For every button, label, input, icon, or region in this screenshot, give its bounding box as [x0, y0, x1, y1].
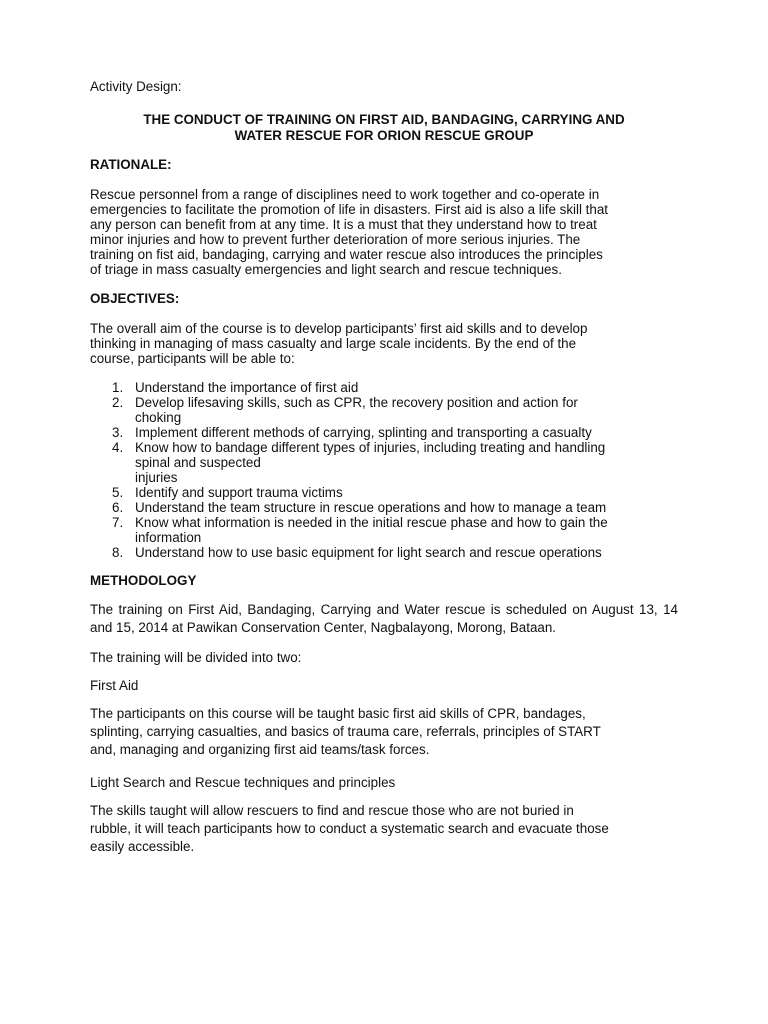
rationale-paragraph [90, 187, 678, 277]
text-line: rubble, it will teach participants how to conduct a systematic search and evacuate those [90, 821, 609, 836]
objective-number: 3. [112, 425, 124, 440]
text-line: emergencies to facilitate the promotion of life in disasters. First aid is also a life skill that [90, 202, 608, 217]
text-line: The participants on this course will be taught basic first aid skills of CPR, bandages, [90, 706, 586, 721]
objective-text-line: Know how to bandage different types of injuries, including treating and handling [135, 440, 606, 455]
objective-number: 4. [112, 440, 124, 455]
document-page [90, 79, 678, 856]
objectives-intro [90, 321, 678, 366]
text-line: and, managing and organizing first aid teams/task forces. [90, 742, 430, 757]
title-line: WATER RESCUE FOR ORION RESCUE GROUP [234, 128, 534, 143]
text-line: easily accessible. [90, 839, 195, 854]
rationale-heading: RATIONALE: [90, 157, 172, 172]
objective-number: 6. [112, 500, 124, 515]
text-line: training on fist aid, bandaging, carrying and water rescue also introduces the principles [90, 247, 603, 262]
objective-text-line: injuries [135, 470, 178, 485]
objective-text-line: Understand how to use basic equipment for light search and rescue operations [135, 545, 602, 560]
schedule-paragraph: The training on First Aid, Bandaging, Carrying and Water rescue is scheduled on August 13, 14 and 15, 2014 at Pawikan Conservation Center, Nagbalayong, Morong, Bataan. [90, 602, 678, 635]
text-line: splinting, carrying casualties, and basics of trauma care, referrals, principles of START [90, 724, 601, 739]
document-label: Activity Design: [90, 79, 182, 94]
objective-number: 2. [112, 395, 124, 410]
light-search-paragraph [90, 802, 678, 856]
first-aid-subtitle: First Aid [90, 678, 139, 693]
objective-text-line: Know what information is needed in the initial rescue phase and how to gain the [135, 515, 608, 530]
objective-text-line: information [135, 530, 202, 545]
objectives-heading: OBJECTIVES: [90, 291, 180, 306]
objective-item [90, 425, 678, 440]
objectives-list [90, 380, 678, 560]
objective-text-line: choking [135, 410, 182, 425]
objective-text-line: Understand the importance of first aid [135, 380, 359, 395]
text-line: thinking in managing of mass casualty and large scale incidents. By the end of the [90, 336, 577, 351]
text-line: The overall aim of the course is to develop participants’ first aid skills and to develop [90, 321, 588, 336]
objective-text-line: Identify and support trauma victims [135, 485, 343, 500]
first-aid-paragraph [90, 705, 678, 759]
text-line: Rescue personnel from a range of disciplines need to work together and co-operate in [90, 187, 600, 202]
title-line: THE CONDUCT OF TRAINING ON FIRST AID, BANDAGING, CARRYING AND [143, 112, 625, 127]
text-line: of triage in mass casualty emergencies and light search and rescue techniques. [90, 262, 562, 277]
objective-text-line: Develop lifesaving skills, such as CPR, the recovery position and action for [135, 395, 578, 410]
objective-number: 7. [112, 515, 124, 530]
objective-item [90, 545, 678, 560]
text-line: any person can benefit from at any time. It is a must that they understand how to treat [90, 217, 597, 232]
text-line: The skills taught will allow rescuers to find and rescue those who are not buried in [90, 803, 574, 818]
division-paragraph: The training will be divided into two: [90, 650, 302, 665]
text-line: minor injuries and how to prevent further deterioration of more serious injuries. The [90, 232, 581, 247]
methodology-heading: METHODOLOGY [90, 573, 197, 588]
objective-item [90, 515, 678, 545]
objective-item [90, 440, 678, 485]
light-search-subtitle: Light Search and Rescue techniques and principles [90, 775, 396, 790]
objective-item [90, 380, 678, 395]
objective-item [90, 485, 678, 500]
document-title [90, 112, 678, 144]
objective-number: 5. [112, 485, 124, 500]
objective-number: 1. [112, 380, 124, 395]
objective-text-line: Implement different methods of carrying, splinting and transporting a casualty [135, 425, 592, 440]
objective-number: 8. [112, 545, 124, 560]
objective-text-line: spinal and suspected [135, 455, 261, 470]
objective-text-line: Understand the team structure in rescue operations and how to manage a team [135, 500, 607, 515]
text-line: course, participants will be able to: [90, 351, 295, 366]
objective-item [90, 395, 678, 425]
objective-item [90, 500, 678, 515]
